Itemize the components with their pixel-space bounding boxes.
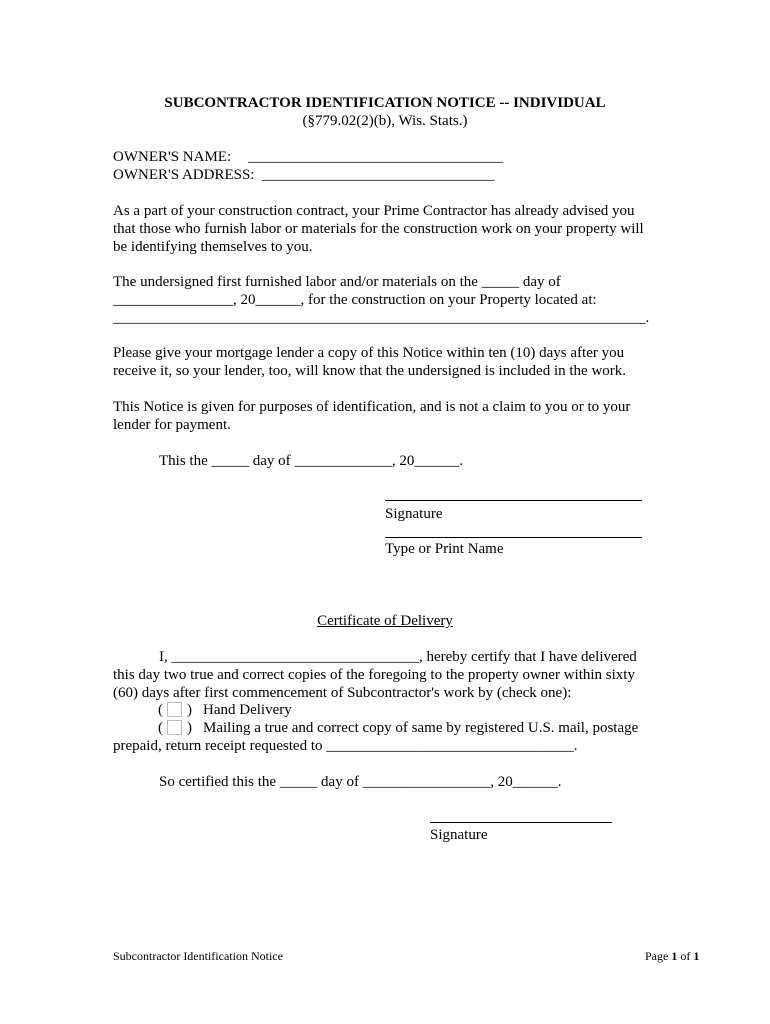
signature-line[interactable] [385, 500, 642, 501]
owner-address-field[interactable]: _______________________________ [262, 167, 495, 183]
footer-document-name: Subcontractor Identification Notice [113, 949, 283, 963]
hand-delivery-checkbox[interactable] [167, 702, 182, 717]
mailing-checkbox[interactable] [167, 720, 182, 735]
certificate-text-line: (60) days after first commencement of Subcontractor's work by (check one): [113, 685, 572, 701]
notice-paragraph-1-line: As a part of your construction contract, your Prime Contractor has already advised you [113, 203, 635, 219]
print-name-label: Type or Print Name [385, 541, 504, 557]
document-title: SUBCONTRACTOR IDENTIFICATION NOTICE -- INDIVIDUAL [164, 95, 606, 111]
first-furnished-date-line[interactable]: ________________, 20______, for the construction on your Property located at: [113, 292, 597, 308]
identification-paragraph-line: This Notice is given for purposes of identification, and is not a claim to you or to your [113, 399, 631, 415]
mortgage-lender-paragraph-line: receive it, so your lender, too, will know that the undersigned is included in the work. [113, 363, 627, 379]
option-paren-close: ) [187, 720, 192, 736]
certificate-heading: Certificate of Delivery [317, 613, 453, 629]
certificate-signature-line[interactable] [430, 822, 612, 823]
owner-address-label: OWNER'S ADDRESS: [113, 167, 255, 183]
footer-page-number [645, 949, 699, 963]
page-of: of [677, 949, 694, 963]
notice-date-line[interactable]: This the _____ day of _____________, 20______. [159, 453, 464, 469]
option-paren-close: ) [187, 702, 192, 718]
identification-paragraph-line: lender for payment. [113, 417, 231, 433]
page-prefix: Page [645, 949, 672, 963]
first-furnished-line: The undersigned first furnished labor and/or materials on the _____ day of [113, 274, 561, 290]
certified-date-line[interactable]: So certified this the _____ day of _________________, 20______. [159, 774, 562, 790]
certificate-signature-label: Signature [430, 827, 488, 843]
option-paren-open: ( [158, 702, 163, 718]
notice-paragraph-1-line: be identifying themselves to you. [113, 239, 313, 255]
property-address-field[interactable]: _______________________________________________________________________. [113, 310, 650, 326]
print-name-line[interactable] [385, 537, 642, 538]
owner-name-label: OWNER'S NAME: [113, 149, 232, 165]
mortgage-lender-paragraph-line: Please give your mortgage lender a copy of this Notice within ten (10) days after you [113, 345, 625, 361]
statute-citation: (§779.02(2)(b), Wis. Stats.) [302, 113, 468, 129]
hand-delivery-label: Hand Delivery [203, 702, 292, 718]
signature-label: Signature [385, 506, 443, 522]
mailing-address-line[interactable]: prepaid, return receipt requested to _________________________________. [113, 738, 578, 754]
page-total: 1 [693, 949, 700, 963]
certifier-name-line[interactable]: I, _________________________________, hereby certify that I have delivered [159, 649, 637, 665]
certificate-text-line: this day two true and correct copies of the foregoing to the property owner within sixty [113, 667, 635, 683]
option-paren-open: ( [158, 720, 163, 736]
mailing-label: Mailing a true and correct copy of same by registered U.S. mail, postage [203, 720, 639, 736]
page-current: 1 [671, 949, 678, 963]
owner-name-field[interactable]: __________________________________ [248, 149, 503, 165]
notice-paragraph-1-line: that those who furnish labor or materials for the construction work on your property will [113, 221, 644, 237]
